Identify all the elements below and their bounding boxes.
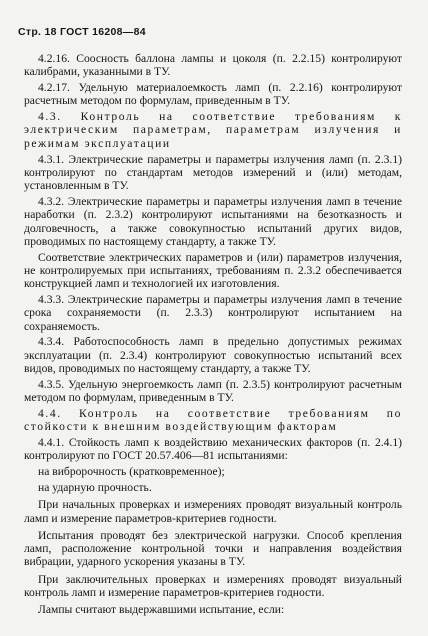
paragraph-compliance: Соответствие электрических параметров и (или) параметров излучения, не контролируемых при испытаниях, требованиям п. 2.3.2 обеспечивается конструкцией ламп и технологией их изготовления. [24, 250, 402, 291]
paragraph-4-3-4: 4.3.4. Работоспособность ламп в предельно допустимых режимах эксплуатации (п. 2.3.4) контролируют совокупностью испытаний всех видов, проводимых по настоящему стандарту, а также ТУ. [24, 335, 402, 376]
list-item-impact: на ударную прочность. [38, 480, 152, 494]
page-header: Стр. 18 ГОСТ 16208—84 [18, 26, 146, 38]
section-heading-4-4: 4.4. Контроль на соответствие требованиям по стойкости к внешним воздействующим факторам [24, 406, 402, 434]
section-heading-4-3: 4.3. Контроль на соответствие требованиям к электрическим параметрам, параметрам излучения и режимам эксплуатации [24, 110, 402, 150]
paragraph-4-3-5: 4.3.5. Удельную энергоемкость ламп (п. 2.3.5) контролируют расчетным методом по формулам, приведенным в ТУ. [24, 377, 402, 405]
paragraph-initial-checks: При начальных проверках и измерениях проводят визуальный контроль ламп и измерение параметров-критериев годности. [24, 498, 402, 525]
paragraph-4-3-3: 4.3.3. Электрические параметры и параметры излучения ламп в течение срока сохраняемости (п. 2.3.3) контролируют испытанием на сохраняемость. [24, 293, 402, 333]
paragraph-4-2-17: 4.2.17. Удельную материалоемкость ламп (п. 2.2.16) контролируют расчетным методом по формулам, приведенным в ТУ. [24, 81, 402, 108]
paragraph-4-3-1: 4.3.1. Электрические параметры и параметры излучения ламп (п. 2.3.1) контролируют по стандартам методов измерений и (или) методам, установленным в ТУ. [24, 152, 402, 193]
paragraph-4-4-1: 4.4.1. Стойкость ламп к воздействию механических факторов (п. 2.4.1) контролируют по ГОСТ 20.57.406—81 испытаниями: [24, 436, 402, 463]
paragraph-test-conditions: Испытания проводят без электрической нагрузки. Способ крепления ламп, расположение контрольной точки и направления воздействия вибрации, ударного ускорения указаны в ТУ. [24, 528, 402, 569]
paragraph-4-2-16: 4.2.16. Соосность баллона лампы и цоколя (п. 2.2.15) контролируют калибрами, указанными в ТУ. [24, 52, 402, 79]
paragraph-pass-criteria: Лампы считают выдержавшими испытание, если: [38, 603, 285, 617]
paragraph-final-checks: При заключительных проверках и измерениях проводят визуальный контроль ламп и измерение параметров-критериев годности. [24, 572, 402, 599]
paragraph-4-3-2: 4.3.2. Электрические параметры и параметры излучения ламп в течение наработки (п. 2.3.2) контролируют испытаниями на безотказность и долговечность, а также совокупностью испытаний других видов, проводимых по настоящему стандарту, а также ТУ. [24, 194, 402, 248]
list-item-vibration: на вибророчность (кратковременное); [38, 465, 225, 479]
